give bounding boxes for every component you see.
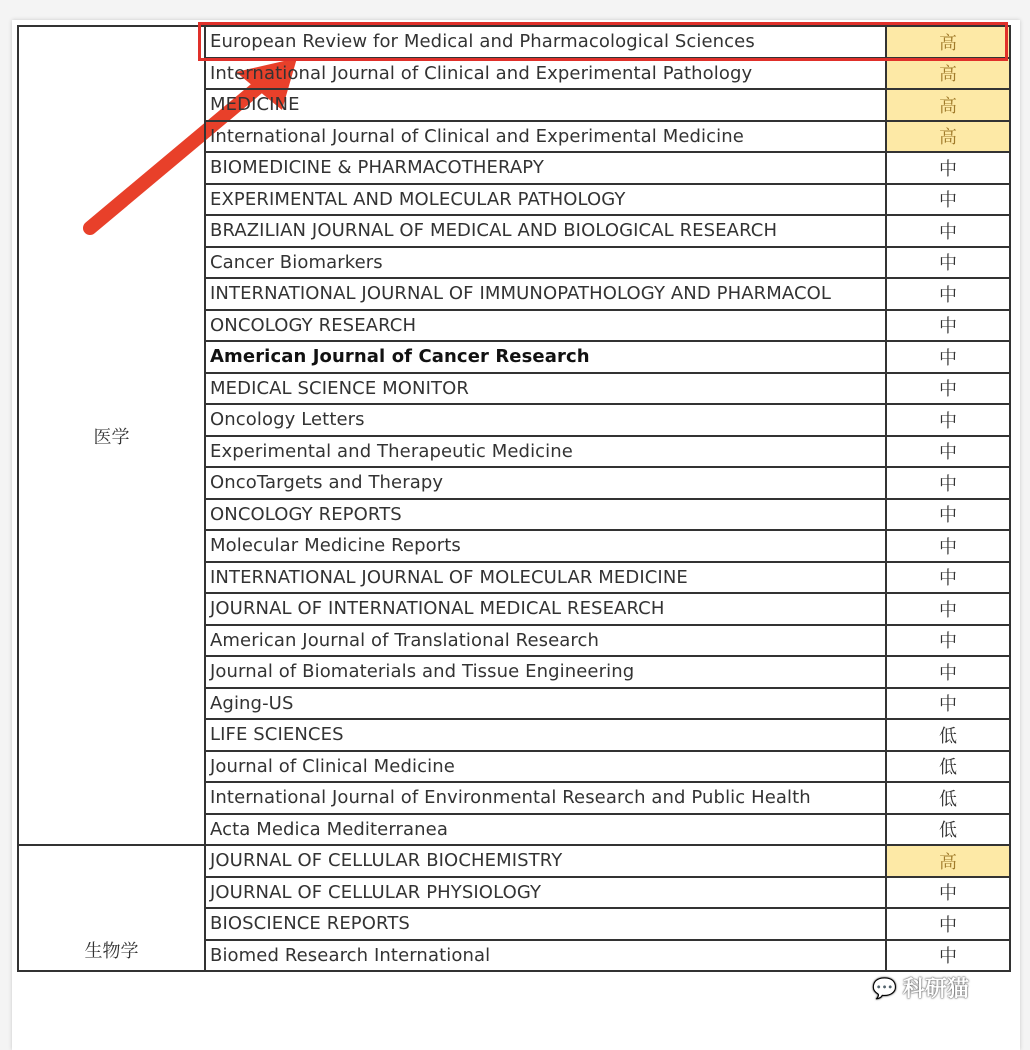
journal-name-cell: JOURNAL OF INTERNATIONAL MEDICAL RESEARCH <box>205 593 886 625</box>
journal-name-cell: EXPERIMENTAL AND MOLECULAR PATHOLOGY <box>205 184 886 216</box>
journal-name-cell: JOURNAL OF CELLULAR PHYSIOLOGY <box>205 877 886 909</box>
highlight-box <box>198 22 1008 61</box>
level-cell: 中 <box>886 562 1010 594</box>
level-cell: 中 <box>886 530 1010 562</box>
journal-name-cell: Experimental and Therapeutic Medicine <box>205 436 886 468</box>
table-row <box>18 845 1010 877</box>
level-cell: 高 <box>886 26 1010 58</box>
level-cell: 中 <box>886 877 1010 909</box>
journal-name-cell: European Review for Medical and Pharmacological Sciences <box>205 26 886 58</box>
journal-table <box>17 25 1011 972</box>
category-cell: 生物学 <box>18 845 205 971</box>
level-cell: 低 <box>886 719 1010 751</box>
level-cell: 中 <box>886 215 1010 247</box>
journal-name-cell: JOURNAL OF CELLULAR BIOCHEMISTRY <box>205 845 886 877</box>
level-cell: 中 <box>886 247 1010 279</box>
level-cell: 中 <box>886 940 1010 972</box>
watermark-text: 科研猫 <box>902 977 969 1002</box>
level-cell: 中 <box>886 310 1010 342</box>
level-cell: 中 <box>886 373 1010 405</box>
level-cell: 中 <box>886 341 1010 373</box>
level-cell: 中 <box>886 278 1010 310</box>
level-cell: 低 <box>886 782 1010 814</box>
level-cell: 低 <box>886 751 1010 783</box>
journal-name-cell: Molecular Medicine Reports <box>205 530 886 562</box>
journal-name-cell: Biomed Research International <box>205 940 886 972</box>
level-cell: 中 <box>886 499 1010 531</box>
level-cell: 中 <box>886 467 1010 499</box>
level-cell: 高 <box>886 89 1010 121</box>
journal-name-cell: INTERNATIONAL JOURNAL OF MOLECULAR MEDICINE <box>205 562 886 594</box>
journal-name-cell: BIOSCIENCE REPORTS <box>205 908 886 940</box>
journal-name-cell: International Journal of Environmental Research and Public Health <box>205 782 886 814</box>
journal-name-cell: LIFE SCIENCES <box>205 719 886 751</box>
journal-name-cell: International Journal of Clinical and Experimental Medicine <box>205 121 886 153</box>
journal-name-cell: ONCOLOGY RESEARCH <box>205 310 886 342</box>
level-cell: 高 <box>886 121 1010 153</box>
journal-name-cell: Journal of Clinical Medicine <box>205 751 886 783</box>
journal-name-cell: OncoTargets and Therapy <box>205 467 886 499</box>
journal-name-cell: Oncology Letters <box>205 404 886 436</box>
journal-name-cell: MEDICINE <box>205 89 886 121</box>
journal-name-cell: Cancer Biomarkers <box>205 247 886 279</box>
watermark <box>872 972 969 1003</box>
level-cell: 高 <box>886 58 1010 90</box>
level-cell: 中 <box>886 593 1010 625</box>
journal-name-cell: American Journal of Translational Research <box>205 625 886 657</box>
level-cell: 中 <box>886 436 1010 468</box>
category-cell: 医学 <box>18 26 205 845</box>
journal-name-cell: Journal of Biomaterials and Tissue Engineering <box>205 656 886 688</box>
journal-name-cell: MEDICAL SCIENCE MONITOR <box>205 373 886 405</box>
journal-name-cell: INTERNATIONAL JOURNAL OF IMMUNOPATHOLOGY AND PHARMACOL <box>205 278 886 310</box>
journal-name-cell: BRAZILIAN JOURNAL OF MEDICAL AND BIOLOGICAL RESEARCH <box>205 215 886 247</box>
journal-name-cell: ONCOLOGY REPORTS <box>205 499 886 531</box>
journal-name-cell: Acta Medica Mediterranea <box>205 814 886 846</box>
wechat-icon: 💬 <box>872 975 897 1000</box>
level-cell: 高 <box>886 845 1010 877</box>
level-cell: 中 <box>886 656 1010 688</box>
level-cell: 中 <box>886 184 1010 216</box>
journal-name-cell: BIOMEDICINE & PHARMACOTHERAPY <box>205 152 886 184</box>
journal-name-cell: American Journal of Cancer Research <box>205 341 886 373</box>
journal-name-cell: International Journal of Clinical and Experimental Pathology <box>205 58 886 90</box>
level-cell: 中 <box>886 625 1010 657</box>
level-cell: 中 <box>886 152 1010 184</box>
level-cell: 中 <box>886 908 1010 940</box>
level-cell: 中 <box>886 404 1010 436</box>
journal-name-cell: Aging-US <box>205 688 886 720</box>
level-cell: 中 <box>886 688 1010 720</box>
level-cell: 低 <box>886 814 1010 846</box>
